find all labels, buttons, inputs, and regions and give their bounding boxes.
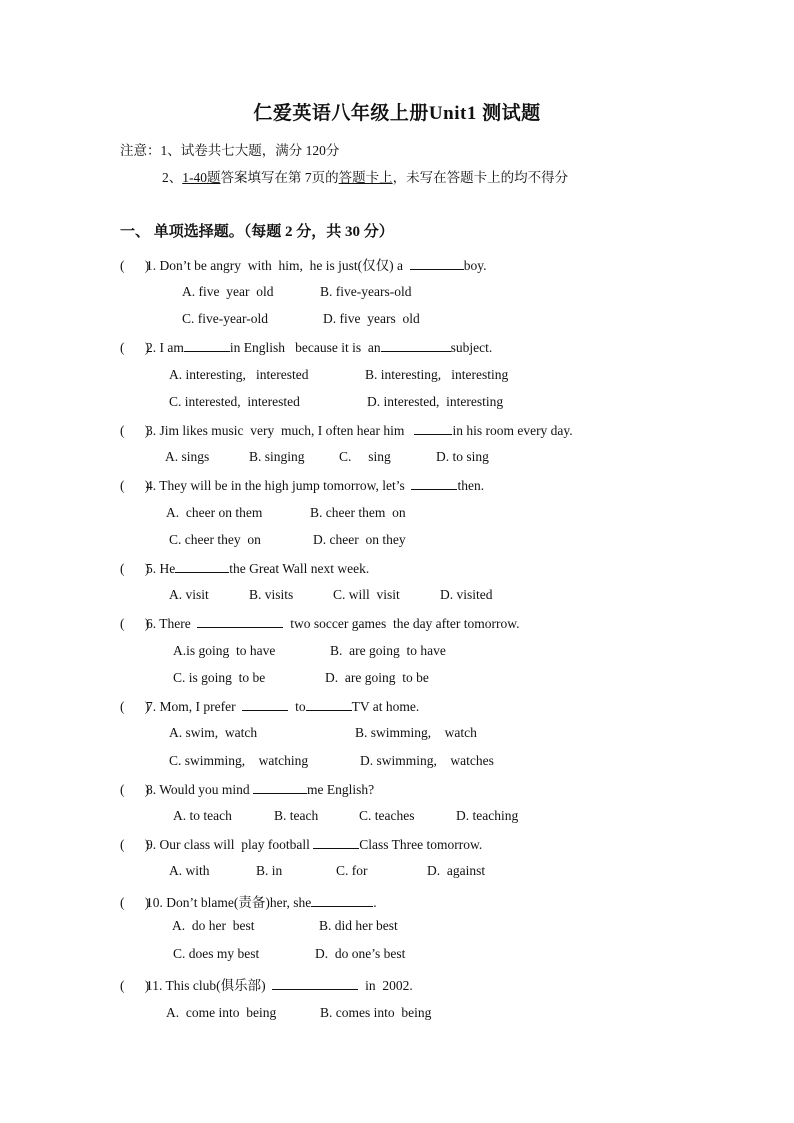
answer-parenthesis[interactable]: ( ) [120, 340, 150, 355]
question-text-end: subject. [450, 340, 493, 355]
option-a: A. visit [169, 587, 209, 602]
answer-parenthesis[interactable]: ( ) [120, 616, 150, 631]
answer-blank [410, 257, 464, 270]
answer-blank [414, 422, 452, 435]
option-d: D. do one’s best [315, 946, 406, 961]
answer-blank [253, 781, 307, 794]
option-b: B. teach [274, 808, 319, 823]
option-a: A. five year old [182, 284, 274, 299]
question-text-end: me English? [307, 782, 375, 797]
note-line-2-prefix: 2、 [162, 170, 183, 185]
option-d: D. cheer on they [313, 532, 406, 547]
option-b: B. swimming, watch [355, 725, 477, 740]
question-text: 3. Jim likes music very much, I often hear him [146, 423, 415, 438]
question-9 [120, 836, 482, 853]
question-text: 8. Would you mind [146, 782, 254, 797]
answer-blank [411, 477, 457, 490]
option-c: C. swimming, watching [169, 753, 309, 768]
answer-parenthesis[interactable]: ( ) [120, 478, 150, 493]
question-text: 2. I am [146, 340, 184, 355]
option-c: C. teaches [359, 808, 415, 823]
answer-blank [184, 339, 230, 352]
note-line-2-range: 1-40题 [182, 170, 221, 185]
option-b: B. five-years-old [320, 284, 412, 299]
option-b: B. visits [249, 587, 294, 602]
question-2 [120, 339, 492, 356]
question-text-mid: in English because it is an [229, 340, 381, 355]
question-text-end: in 2002. [358, 978, 413, 993]
answer-blank [175, 560, 229, 573]
option-b: B. cheer them on [310, 505, 406, 520]
question-text-end: TV at home. [351, 699, 420, 714]
question-text: 7. Mom, I prefer [146, 699, 243, 714]
question-text: 6. There [146, 616, 198, 631]
option-c: C. sing [339, 449, 391, 464]
question-7 [120, 698, 419, 715]
answer-parenthesis[interactable]: ( ) [120, 258, 150, 273]
question-8 [120, 781, 374, 798]
question-text-end: . [373, 895, 377, 910]
option-d: D. teaching [456, 808, 519, 823]
answer-blank [242, 698, 288, 711]
option-d: D. are going to be [325, 670, 429, 685]
option-b: B. are going to have [330, 643, 446, 658]
question-5 [120, 560, 369, 577]
answer-blank [197, 615, 283, 628]
question-text-end: the Great Wall next week. [229, 561, 370, 576]
question-text-end: in his room every day. [452, 423, 573, 438]
option-b: B. comes into being [320, 1005, 432, 1020]
question-4 [120, 477, 484, 494]
option-d: D. swimming, watches [360, 753, 494, 768]
question-text: 1. Don’t be angry with him, he is just(仅仅) a [146, 258, 410, 273]
option-d: D. visited [440, 587, 493, 602]
answer-blank [381, 339, 451, 352]
answer-blank [272, 977, 358, 990]
answer-parenthesis[interactable]: ( ) [120, 837, 150, 852]
question-text: 4. They will be in the high jump tomorrow, let’s [146, 478, 412, 493]
option-a: A. cheer on them [166, 505, 263, 520]
note-line-1: 注意：1、试卷共七大题，满分 120分 [120, 143, 340, 158]
option-c: C. five-year-old [182, 311, 268, 326]
option-c: C. will visit [333, 587, 400, 602]
option-d: D. interested, interesting [367, 394, 504, 409]
option-b: B. singing [249, 449, 305, 464]
option-a: A. come into being [166, 1005, 277, 1020]
question-10 [120, 891, 377, 911]
question-text: 10. Don’t blame(责备)her, she [146, 895, 312, 910]
option-a: A. do her best [172, 918, 255, 933]
option-c: C. cheer they on [169, 532, 261, 547]
answer-blank [313, 836, 359, 849]
section-heading-1: 一、 单项选择题。（每题 2 分，共 30 分） [120, 224, 394, 240]
option-c: C. does my best [173, 946, 260, 961]
answer-parenthesis[interactable]: ( ) [120, 782, 150, 797]
option-c: C. for [336, 863, 368, 878]
note-line-2-mid: 答案填写在第 7页的 [220, 170, 339, 185]
option-a: A. interesting, interested [169, 367, 309, 382]
question-6 [120, 615, 520, 632]
question-text-end: then. [457, 478, 485, 493]
answer-parenthesis[interactable]: ( ) [120, 561, 150, 576]
question-3 [120, 422, 573, 439]
question-text-end: two soccer games the day after tomorrow. [283, 616, 520, 631]
question-1 [120, 254, 486, 274]
option-c: C. interested, interested [169, 394, 300, 409]
question-text: 11. This club(俱乐部) [146, 978, 273, 993]
answer-parenthesis[interactable]: ( ) [120, 978, 150, 993]
option-d: D. to sing [436, 449, 489, 464]
question-text-end: boy. [463, 258, 487, 273]
option-a: A.is going to have [173, 643, 276, 658]
option-c: C. is going to be [173, 670, 266, 685]
option-d: D. five years old [323, 311, 420, 326]
answer-parenthesis[interactable]: ( ) [120, 699, 150, 714]
note-line-2-suffix: ，未写在答题卡上的均不得分 [392, 170, 569, 185]
answer-blank [306, 698, 352, 711]
question-text-end: Class Three tomorrow. [359, 837, 483, 852]
question-text: 9. Our class will play football [146, 837, 314, 852]
question-text-mid: to [288, 699, 306, 714]
note-line-2-answer-card: 答题卡上 [338, 170, 393, 185]
option-a: A. with [169, 863, 210, 878]
answer-parenthesis[interactable]: ( ) [120, 895, 150, 910]
option-a: A. to teach [173, 808, 232, 823]
option-b: B. in [256, 863, 283, 878]
question-11 [120, 974, 413, 994]
option-a: A. swim, watch [169, 725, 258, 740]
note-line-2 [162, 166, 568, 186]
page-title: 仁爱英语八年级上册Unit1 测试题 [253, 103, 541, 124]
option-a: A. sings [165, 449, 210, 464]
question-text: 5. He [146, 561, 176, 576]
answer-parenthesis[interactable]: ( ) [120, 423, 150, 438]
answer-blank [311, 894, 373, 907]
option-b: B. did her best [319, 918, 398, 933]
option-d: D. against [427, 863, 486, 878]
option-b: B. interesting, interesting [365, 367, 509, 382]
